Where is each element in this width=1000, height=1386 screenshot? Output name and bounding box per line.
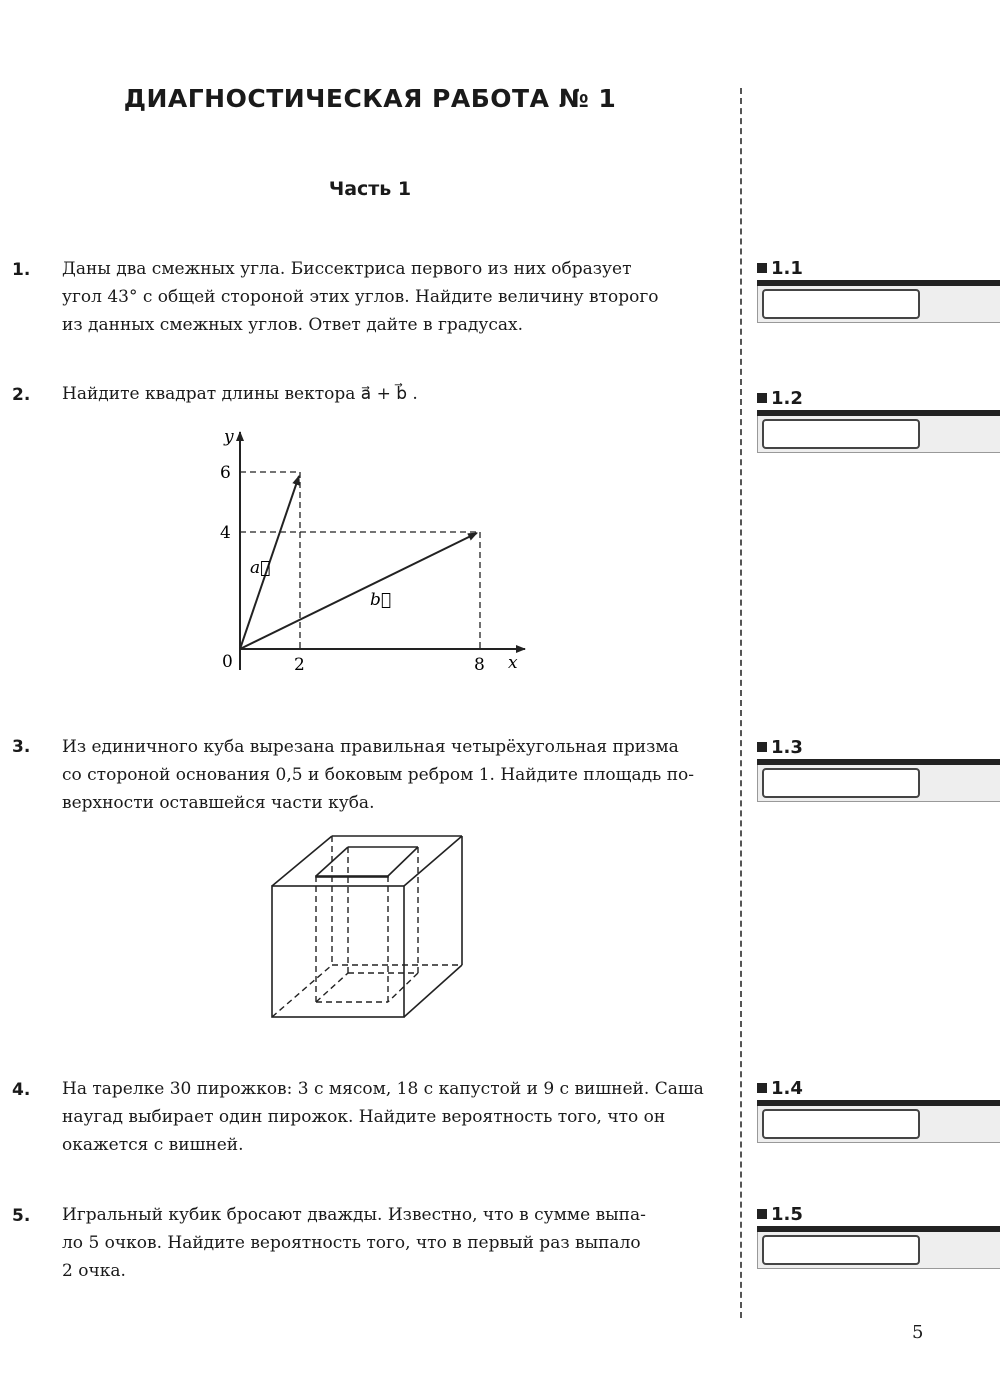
question-number: 3. (12, 737, 31, 757)
question-line: Найдите квадрат длины вектора a⃗ + b⃗ . (62, 384, 418, 404)
question-number: 5. (12, 1206, 31, 1226)
question-text (62, 733, 728, 817)
square-bullet-icon (757, 742, 767, 752)
guide-lines (240, 472, 480, 649)
hole-top-front (316, 876, 388, 877)
cut-line (740, 88, 742, 1318)
cube-diagram (262, 825, 472, 1030)
question-number: 4. (12, 1080, 31, 1100)
question-text (62, 255, 728, 339)
answer-field-1-4 (757, 1080, 1000, 1143)
part-title: Часть 1 (328, 178, 412, 200)
vector-b (240, 533, 477, 649)
cube-front-face (272, 886, 404, 1017)
question-line: 2 очка. (62, 1261, 126, 1281)
y-tick-4: 4 (220, 523, 231, 543)
answer-input[interactable] (762, 289, 920, 319)
answer-field-1-1 (757, 260, 1000, 323)
question-line: На тарелке 30 пирожков: 3 с мясом, 18 с капустой и 9 с вишней. Саша (62, 1079, 704, 1099)
x-tick-8: 8 (474, 655, 485, 675)
vector-b-label: b⃗ (370, 590, 392, 610)
x-tick-2: 2 (294, 655, 305, 675)
vector-diagram (200, 420, 540, 685)
question-text (62, 1075, 728, 1159)
axis-y-label: y (224, 427, 234, 447)
question-line: окажется с вишней. (62, 1135, 244, 1155)
answer-field-1-5 (757, 1206, 1000, 1269)
question-line: наугад выбирает один пирожок. Найдите вероятность того, что он (62, 1107, 666, 1127)
answer-label: 1.5 (771, 1204, 803, 1225)
question-line: верхности оставшейся части куба. (62, 793, 375, 813)
page-title: ДИАГНОСТИЧЕСКАЯ РАБОТА № 1 (123, 84, 617, 113)
question-text (62, 380, 728, 408)
answer-label: 1.2 (771, 388, 803, 409)
question-line: из данных смежных углов. Ответ дайте в градусах. (62, 315, 524, 335)
axis-x-label: x (508, 653, 518, 673)
square-bullet-icon (757, 1209, 767, 1219)
question-line: ло 5 очков. Найдите вероятность того, что в первый раз выпало (62, 1233, 641, 1253)
question-line: Даны два смежных угла. Биссектриса первого из них образует (62, 259, 632, 279)
question-number: 2. (12, 385, 31, 405)
square-bullet-icon (757, 263, 767, 273)
square-bullet-icon (757, 393, 767, 403)
question-text (62, 1201, 728, 1285)
question-number: 1. (12, 260, 31, 280)
answer-input[interactable] (762, 1235, 920, 1265)
question-line: Игральный кубик бросают дважды. Известно, что в сумме выпа- (62, 1205, 646, 1225)
answer-label: 1.1 (771, 258, 803, 279)
answer-field-1-3 (757, 739, 1000, 802)
answer-label: 1.3 (771, 737, 803, 758)
square-bullet-icon (757, 1083, 767, 1093)
answer-input[interactable] (762, 1109, 920, 1139)
question-line: угол 43° с общей стороной этих углов. Найдите величину второго (62, 287, 659, 307)
question-line: со стороной основания 0,5 и боковым ребром 1. Найдите площадь по- (62, 765, 695, 785)
origin-label: 0 (222, 652, 233, 672)
answer-input[interactable] (762, 419, 920, 449)
y-tick-6: 6 (220, 463, 231, 483)
vector-a-label: a⃗ (250, 558, 271, 578)
question-line: Из единичного куба вырезана правильная четырёхугольная призма (62, 737, 679, 757)
answer-label: 1.4 (771, 1078, 803, 1099)
answer-input[interactable] (762, 768, 920, 798)
answer-field-1-2 (757, 390, 1000, 453)
page-number: 5 (912, 1322, 924, 1343)
